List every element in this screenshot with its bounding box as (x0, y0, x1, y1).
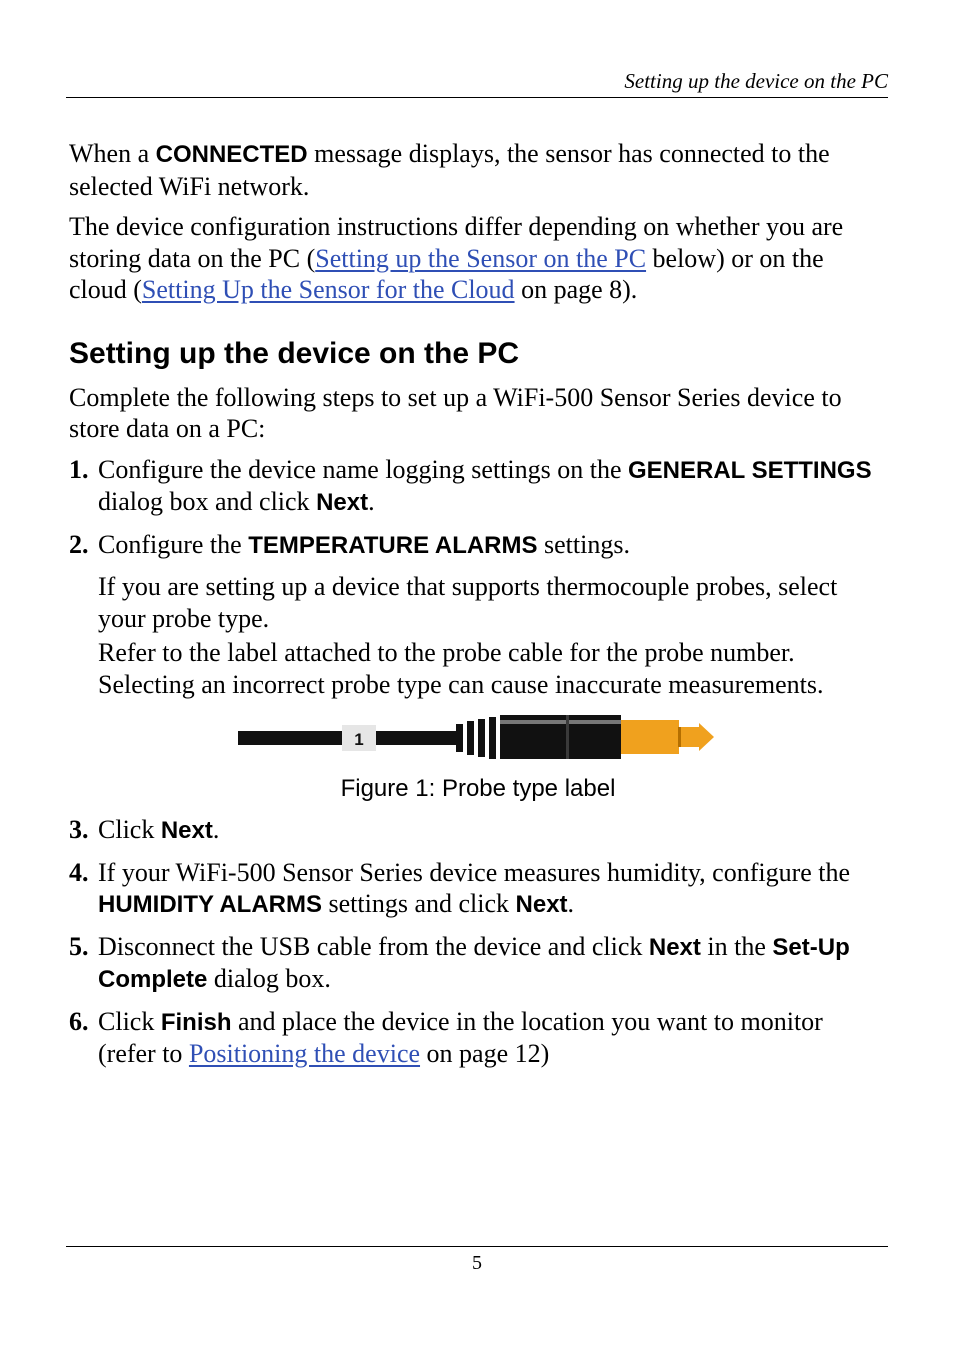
figure-caption: Figure 1: Probe type label (340, 775, 616, 802)
next-keyword: Next (648, 933, 701, 961)
probe-figure (69, 714, 887, 804)
probe-plug-tip-ring (678, 727, 681, 747)
humidity-alarms-keyword: HUMIDITY ALARMS (98, 891, 322, 918)
section-heading: Setting up the device on the PC (69, 336, 520, 370)
probe-number-label: 1 (354, 730, 364, 749)
step-item-6: 6. Click Finish and place the device in the location you want to monitor (refer to Positioning the device on page 12) (69, 1006, 823, 1068)
probe-cable-left (238, 731, 342, 745)
probe-cable-illustration (238, 714, 718, 760)
step-number: 2. (69, 529, 89, 559)
probe-plug-gold-tip (679, 727, 699, 747)
running-footer (66, 1246, 888, 1279)
steps-list (69, 454, 887, 1070)
probe-plug-highlight (500, 720, 621, 724)
next-keyword: Next (515, 891, 568, 918)
strain-relief-ridge-2 (467, 721, 474, 755)
running-header-title: Setting up the device on the PC (624, 69, 888, 93)
general-settings-keyword: GENERAL SETTINGS (628, 456, 872, 484)
link-setting-up-sensor-pc[interactable]: Setting up the Sensor on the PC (315, 243, 647, 273)
step-item-5: 5. Disconnect the USB cable from the device and click Next in the Set-Up Complete dialog box. (69, 931, 850, 993)
set-up-complete-keyword: Set-Up Complete (98, 933, 850, 993)
step-item-4: 4. If your WiFi-500 Sensor Series device measures humidity, configure the HUMIDITY ALARMS settings and click Next. (69, 857, 851, 918)
running-header (66, 66, 888, 98)
step-item-3: 3. Click Next. (69, 815, 220, 844)
step-number: 5. (69, 931, 89, 961)
step-number: 4. (69, 857, 89, 887)
strain-relief-ridge-3 (478, 719, 485, 757)
step-number: 3. (69, 815, 89, 844)
intro-paragraph-connected: When a CONNECTED message displays, the sensor has connected to the selected WiFi network. (69, 139, 830, 201)
strain-relief-ridge-4 (489, 717, 496, 759)
step-2-thermocouple-note: If you are setting up a device that supports thermocouple probes, select your probe type. (98, 572, 838, 633)
probe-plug-gold-sleeve (621, 720, 679, 754)
connected-keyword: CONNECTED (155, 141, 308, 168)
next-keyword: Next (316, 489, 369, 516)
section-lead: Complete the following steps to set up a WiFi-500 Sensor Series device to store data on a PC: (69, 382, 842, 443)
step-number: 1. (69, 454, 89, 484)
finish-keyword: Finish (160, 1008, 232, 1036)
step-2-probe-label-note: Refer to the label attached to the probe cable for the probe number. Selecting an incorrect probe type can cause inaccurate measurements. (98, 638, 824, 699)
link-positioning-the-device[interactable]: Positioning the device (188, 1039, 421, 1068)
step-item-1: 1. Configure the device name logging settings on the GENERAL SETTINGS dialog box and click Next. (69, 454, 872, 516)
step-number: 6. (69, 1006, 89, 1036)
page-number: 5 (472, 1252, 482, 1274)
probe-cable-right (376, 731, 458, 745)
probe-plug-ridge (566, 715, 569, 759)
probe-plug-gold-point (699, 723, 714, 751)
link-setting-up-sensor-cloud[interactable]: Setting Up the Sensor for the Cloud (141, 275, 515, 304)
next-keyword: Next (160, 817, 213, 844)
temperature-alarms-keyword: TEMPERATURE ALARMS (248, 531, 538, 559)
page-content (69, 138, 887, 1080)
step-item-2: 2. Configure the TEMPERATURE ALARMS settings. If you are setting up a device that supports thermocouple probes, select your probe type. Refer to the label attached to the probe cable for the probe number. Selecting an incorrect probe type can cause inaccurate measurements. 1 Figure 1: Probe type label (69, 529, 887, 805)
intro-paragraph-configuration: The device configuration instructions differ depending on whether you are storing data on the PC (Setting up the Sensor on the PC below) or on the cloud (Setting Up the Sensor for the Cloud on page 8). (69, 212, 844, 304)
strain-relief-ridge-1 (456, 724, 463, 752)
